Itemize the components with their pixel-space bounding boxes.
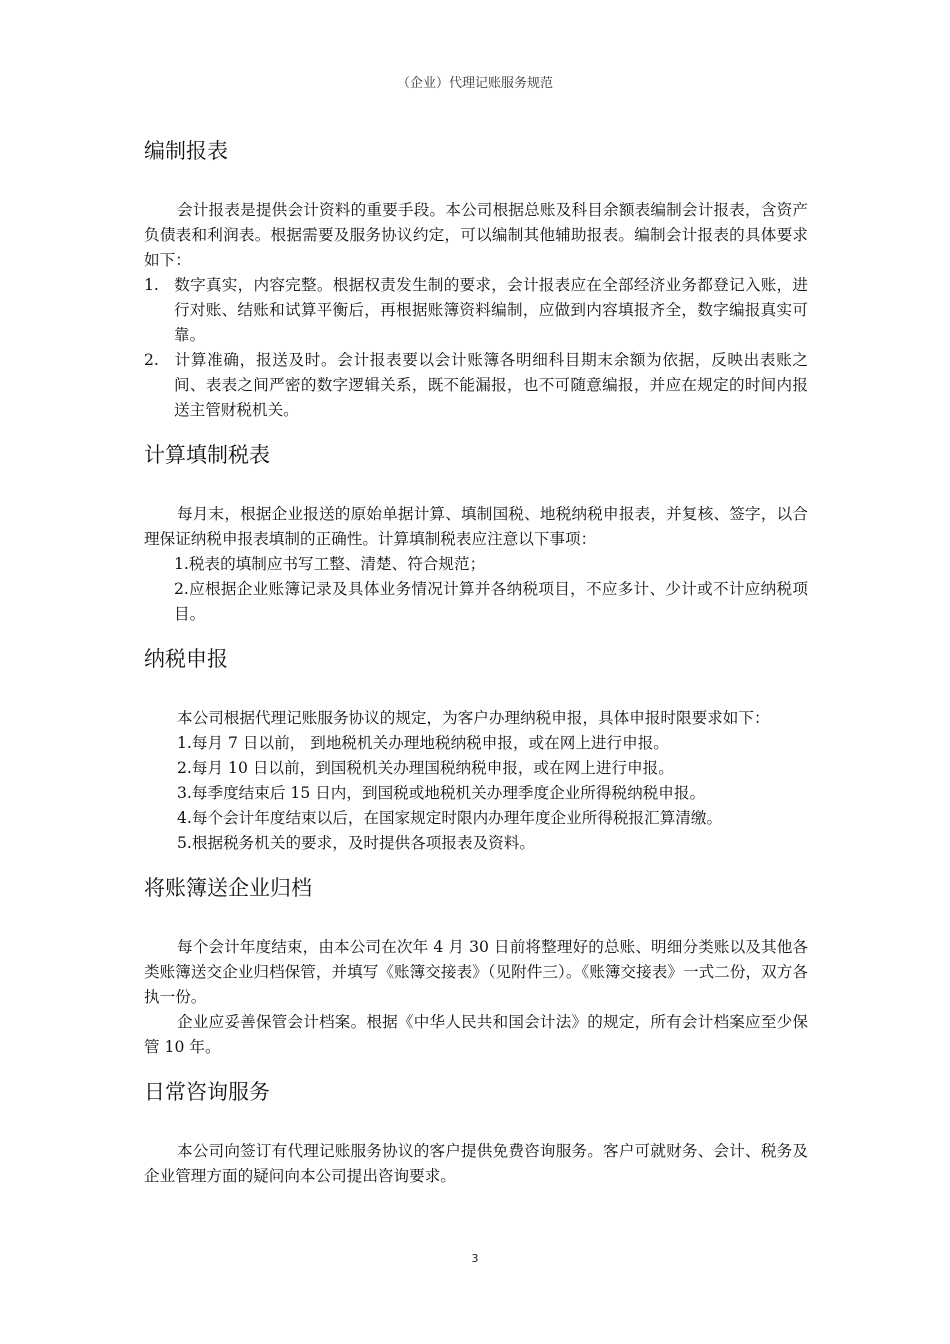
list-item: 1.税表的填制应书写工整、清楚、符合规范； <box>174 555 486 573</box>
list-item: 3.每季度结束后 15 日内，到国税或地税机关办理季度企业所得税纳税申报。 <box>177 784 706 802</box>
list-item: 2.每月 10 日以前，到国税机关办理国税纳税申报，或在网上进行申报。 <box>177 759 674 777</box>
section-title-tax-forms: 计算填制税表 <box>144 443 270 467</box>
paragraph: 每个会计年度结束，由本公司在次年 4 月 30 日前将整理好的总账、明细分类账以及其他各类账簿送交企业归档保管，并填写《账簿交接表》（见附件三）。《账簿交接表》一式二份，双方各执一份。 <box>144 938 808 1006</box>
page-number: 3 <box>471 1252 479 1265</box>
page-header: （企业）代理记账服务规范 <box>396 76 553 91</box>
paragraph: 企业应妥善保管会计档案。根据《中华人民共和国会计法》的规定，所有会计档案应至少保管 10 年。 <box>144 1013 808 1056</box>
paragraph: 本公司向签订有代理记账服务协议的客户提供免费咨询服务。客户可就财务、会计、税务及企业管理方面的疑问向本公司提出咨询要求。 <box>144 1142 808 1185</box>
list-item: 5.根据税务机关的要求，及时提供各项报表及资料。 <box>177 834 535 852</box>
list-number: 1. <box>144 276 159 294</box>
document-body <box>144 132 808 1189</box>
list-text: 数字真实，内容完整。根据权责发生制的要求，会计报表应在全部经济业务都登记入账，进行对账、结账和试算平衡后，再根据账簿资料编制，应做到内容填报齐全，数字编报真实可靠。 <box>174 276 808 344</box>
list-number: 2. <box>144 351 159 369</box>
section-intro: 每月末，根据企业报送的原始单据计算、填制国税、地税纳税申报表，并复核、签字，以合理保证纳税申报表填制的正确性。计算填制税表应注意以下事项： <box>144 505 808 548</box>
section-title-compile-reports: 编制报表 <box>144 139 228 163</box>
list-item: 2.应根据企业账簿记录及具体业务情况计算并各纳税项目，不应多计、少计或不计应纳税项目。 <box>174 580 808 623</box>
section-title-archive-books: 将账簿送企业归档 <box>144 876 312 900</box>
list-item: 1.每月 7 日以前， 到地税机关办理地税纳税申报，或在网上进行申报。 <box>177 734 669 752</box>
section-title-consulting: 日常咨询服务 <box>144 1080 270 1104</box>
list-item <box>144 273 808 348</box>
list-item <box>144 348 808 423</box>
section-intro: 会计报表是提供会计资料的重要手段。本公司根据总账及科目余额表编制会计报表，含资产负债表和利润表。根据需要及服务协议约定，可以编制其他辅助报表。编制会计报表的具体要求如下： <box>144 201 808 269</box>
list-item: 4.每个会计年度结束以后，在国家规定时限内办理年度企业所得税报汇算清缴。 <box>177 809 723 827</box>
list-text: 计算准确，报送及时。会计报表要以会计账簿各明细科目期末余额为依据，反映出表账之间、表表之间严密的数字逻辑关系，既不能漏报，也不可随意编报，并应在规定的时间内报送主管财税机关。 <box>174 351 808 419</box>
section-title-tax-filing: 纳税申报 <box>144 647 228 671</box>
section-intro: 本公司根据代理记账服务协议的规定，为客户办理纳税申报，具体申报时限要求如下： <box>177 709 770 727</box>
